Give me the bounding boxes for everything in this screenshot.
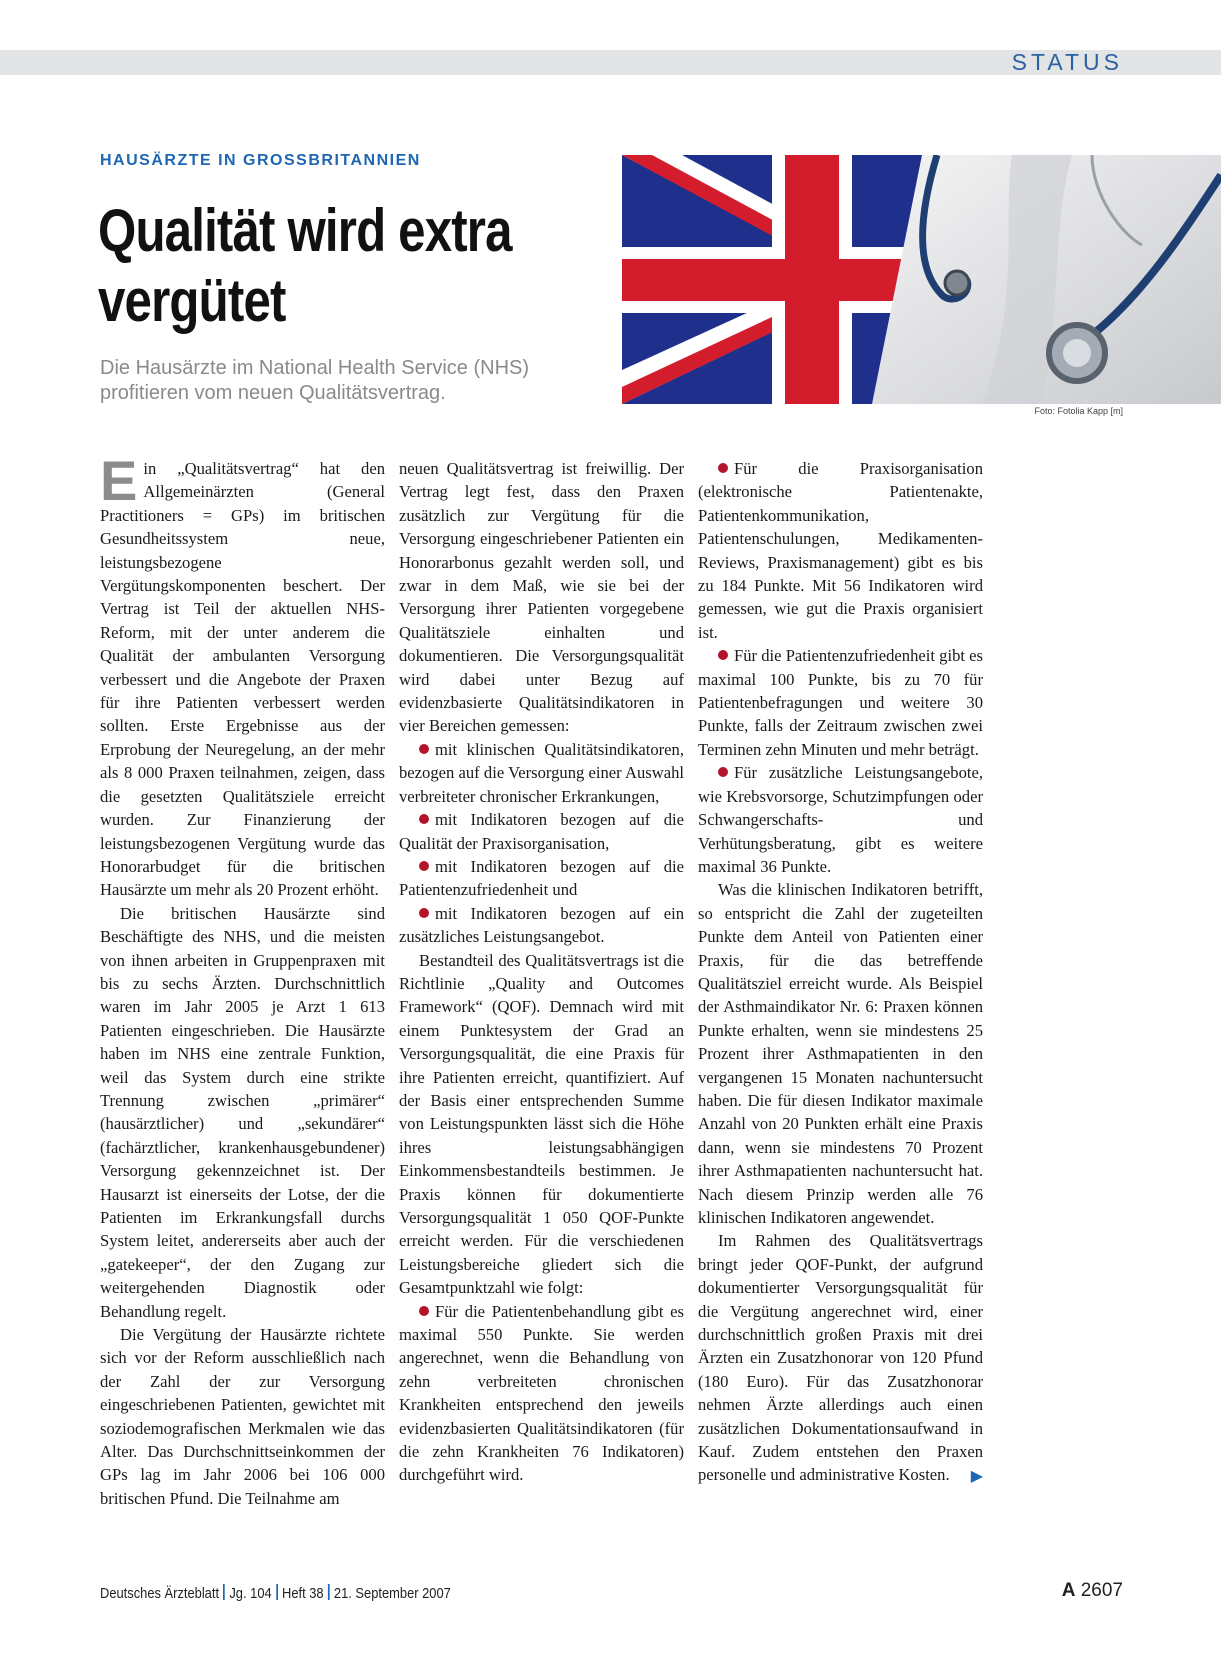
photo-credit: Foto: Fotolia Kapp [m] — [1034, 406, 1123, 416]
bullet-dot-icon — [419, 1306, 429, 1316]
bullet-text: mit Indikatoren bezogen auf ein zusätzliches Leistungsangebot. — [399, 903, 684, 947]
bullet-dot-icon — [419, 861, 429, 871]
bullet-item — [399, 738, 684, 808]
bullet-dot-icon — [419, 814, 429, 824]
journal-name: Deutsches Ärzteblatt — [100, 1585, 220, 1602]
journal-volume: Jg. 104 — [229, 1585, 272, 1602]
bullet-text: Für die Patientenbehandlung gibt es maximal 550 Punkte. Sie werden angerechnet, wenn die Behandlung von zehn verbreiteten chronischen Krankheiten entsprechend den jeweils evidenzbasierten Qualitätsindikatoren (für die zehn Krankheiten 76 Indikatoren) durchgeführt wird. — [399, 1301, 684, 1485]
article-kicker: HAUSÄRZTE IN GROSSBRITANNIEN — [100, 152, 421, 169]
bullet-item — [698, 761, 983, 878]
hero-photo — [622, 155, 1221, 404]
footer-divider — [328, 1584, 330, 1600]
continue-arrow-icon: ▶ — [970, 1468, 983, 1486]
paragraph: neuen Qualitätsvertrag ist freiwillig. Der Vertrag legt fest, dass den Praxen zusätzlich zur Vergütung für die Versorgung eingeschriebener Patienten ein Honorarbonus gezahlt werden soll, und zwar in dem Maß, wie sie bei der Versorgung ihrer Patienten vorgegebene Qualitätsziele einhalten und dokumentieren. Die Versorgungsqualität wird dabei unter Bezug auf evidenzbasierte Qualitätsindikatoren in vier Bereichen gemessen: — [399, 459, 684, 736]
bullet-text: mit Indikatoren bezogen auf die Qualität der Praxisorganisation, — [399, 810, 684, 853]
article-subtitle: Die Hausärzte im National Health Service (NHS) profitieren vom neuen Qualitätsvertrag. — [100, 357, 530, 404]
bullet-text: Für zusätzliche Leistungsangebote, wie Krebsvorsorge, Schutzimpfungen oder Schwangerschafts- und Verhütungsberatung, gibt es weitere maximal 36 Punkte. — [698, 763, 983, 876]
bullet-item — [698, 644, 983, 761]
bullet-text: Für die Patientenzufriedenheit gibt es maximal 100 Punkte, bis zu 70 für Patientenbefragungen und weitere 30 Punkte, falls der Zeitraum zwischen zwei Terminen zehn Minuten und mehr beträgt. — [698, 646, 983, 759]
page-prefix: A — [1061, 1580, 1076, 1601]
bullet-text: Für die Praxisorganisation (elektronische Patientenakte, Patientenkommunikation, Patientenschulungen, Medikamenten-Reviews, Praxismanagement) gibt es bis zu 184 Punkte. Mit 56 Indikatoren wird gemessen, wie gut die Praxis organisiert ist. — [698, 459, 983, 642]
text-column-2 — [399, 457, 684, 1487]
footer-divider — [276, 1584, 278, 1600]
bullet-item — [399, 855, 684, 902]
section-label: STATUS — [1011, 49, 1123, 75]
bullet-item — [399, 808, 684, 855]
bullet-item — [399, 1300, 684, 1487]
paragraph: Was die klinischen Indikatoren betrifft, so entspricht die Zahl der zugeteilten Punkte dem Anteil von Patienten einer Praxis, für die das betreffende Qualitätsziel erreicht wurde. Als Beispiel der Asthmaindikator Nr. 6: Praxen können Punkte erhalten, wenn sie mindestens 25 Prozent ihrer Asthmapatienten in den vergangenen 15 Monaten nachuntersucht haben. Die für diesen Indikator maximale Anzahl von 20 Punkten erhält eine Praxis dann, wenn sie mindestens 70 Prozent ihrer Asthmapatienten nachuntersucht hat. Nach diesem Prinzip werden alle 76 klinischen Indikatoren angewendet. — [698, 880, 983, 1227]
paragraph — [100, 449, 385, 902]
paragraph-text: Im Rahmen des Qualitätsvertrags bringt jeder QOF-Punkt, der aufgrund dokumentierter Versorgungsqualität für die Vergütung angerechnet wird, einer durchschnittlich großen Praxis mit drei Ärzten ein Zusatzhonorar von 120 Pfund (180 Euro). Für das Zusatzhonorar nehmen Ärzte allerdings auch einen zusätzlichen Dokumentationsaufwand in Kauf. Zudem entstehen den Praxen personelle und administrative Kosten. — [698, 1231, 983, 1485]
footer-divider — [223, 1584, 225, 1600]
bullet-text: mit klinischen Qualitätsindikatoren, bezogen auf die Versorgung einer Auswahl verbreiteter chronischer Erkrankungen, — [399, 739, 684, 806]
bullet-item — [399, 902, 684, 949]
bullet-text: mit Indikatoren bezogen auf die Patientenzufriedenheit und — [399, 856, 684, 900]
bullet-dot-icon — [419, 744, 429, 754]
paragraph: Die britischen Hausärzte sind Beschäftigte des NHS, und die meisten von ihnen arbeiten in Gruppenpraxen mit bis zu sechs Ärzten. Durchschnittlich waren im Jahr 2005 je Arzt 1 613 Patienten eingeschrieben. Die Hausärzte haben im NHS eine zentrale Funktion, weil das System durch eine strikte Trennung zwischen „primärer“ (hausärztlicher) und „sekundärer“ (fachärztlicher, krankenhausgebundener) Versorgung gekennzeichnet ist. Der Hausarzt ist einerseits der Lotse, der die Patienten im Erkrankungsfall durchs System leitet, andererseits aber auch der „gatekeeper“, der den Zugang zur weitergehenden Diagnostik oder Behandlung regelt. — [100, 903, 385, 1321]
bullet-item — [698, 457, 983, 644]
bullet-dot-icon — [718, 767, 728, 777]
page-number-value: 2607 — [1080, 1580, 1123, 1601]
journal-date: 21. September 2007 — [333, 1585, 451, 1602]
paragraph: Die Vergütung der Hausärzte richtete sich vor der Reform ausschließlich nach der Zahl der zur Versorgung eingeschriebenen Patienten, gewichtet mit soziodemografischen Merkmalen wie das Alter. Das Durchschnittseinkommen der GPs lag im Jahr 2006 bei 106 000 britischen Pfund. Die Teilnahme am — [100, 1325, 385, 1508]
paragraph-text: in „Qualitätsvertrag“ hat den Allgemeinärzten (General Practitioners = GPs) im britischen Gesundheitssystem neue, leistungsbezogene Vergütungskomponenten beschert. Der Vertrag ist Teil der aktuellen NHS-Reform, mit der unter anderem die Qualität der ambulanten Versorgung verbessert und die Angebote der Praxen für ihre Patienten verbessert werden sollten. Erste Ergebnisse aus der Erprobung der Neuregelung, an der mehr als 8 000 Praxen teilnahmen, zeigen, dass die gesetzten Qualitätsziele erreicht wurden. Zur Finanzierung der leistungsbezogenen Vergütung wurde das Honorarbudget für die britischen Hausärzte um mehr als 20 Prozent erhöht. — [100, 459, 385, 900]
bullet-dot-icon — [718, 463, 728, 473]
paragraph: Bestandteil des Qualitätsvertrags ist die Richtlinie „Quality and Outcomes Framework“ (QOF). Demnach wird mit einem Punktesystem der Grad an Versorgungsqualität, die eine Praxis für ihre Patienten erreicht, quantifiziert. Auf der Basis einer entsprechenden Summe von Leistungspunkten lässt sich die Höhe ihres leistungsabhängigen Einkommensbestandteils bestimmen. Je Praxis können für dokumentierte Versorgungsqualität 1 050 QOF-Punkte erreicht werden. Für die verschiedenen Leistungsbereiche gliedert sich die Gesamtpunktzahl wie folgt: — [399, 950, 684, 1298]
bullet-dot-icon — [718, 650, 728, 660]
text-column-1 — [100, 449, 385, 1510]
footer-citation — [100, 1584, 451, 1602]
union-jack-stethoscope-illustration — [622, 155, 1221, 404]
page-number — [1062, 1580, 1123, 1602]
bullet-dot-icon — [419, 908, 429, 918]
journal-issue: Heft 38 — [281, 1585, 324, 1602]
paragraph — [698, 1229, 983, 1486]
article-headline: Qualität wird extra vergütet — [98, 197, 512, 334]
drop-cap: E — [100, 449, 138, 512]
text-column-3 — [698, 457, 983, 1489]
